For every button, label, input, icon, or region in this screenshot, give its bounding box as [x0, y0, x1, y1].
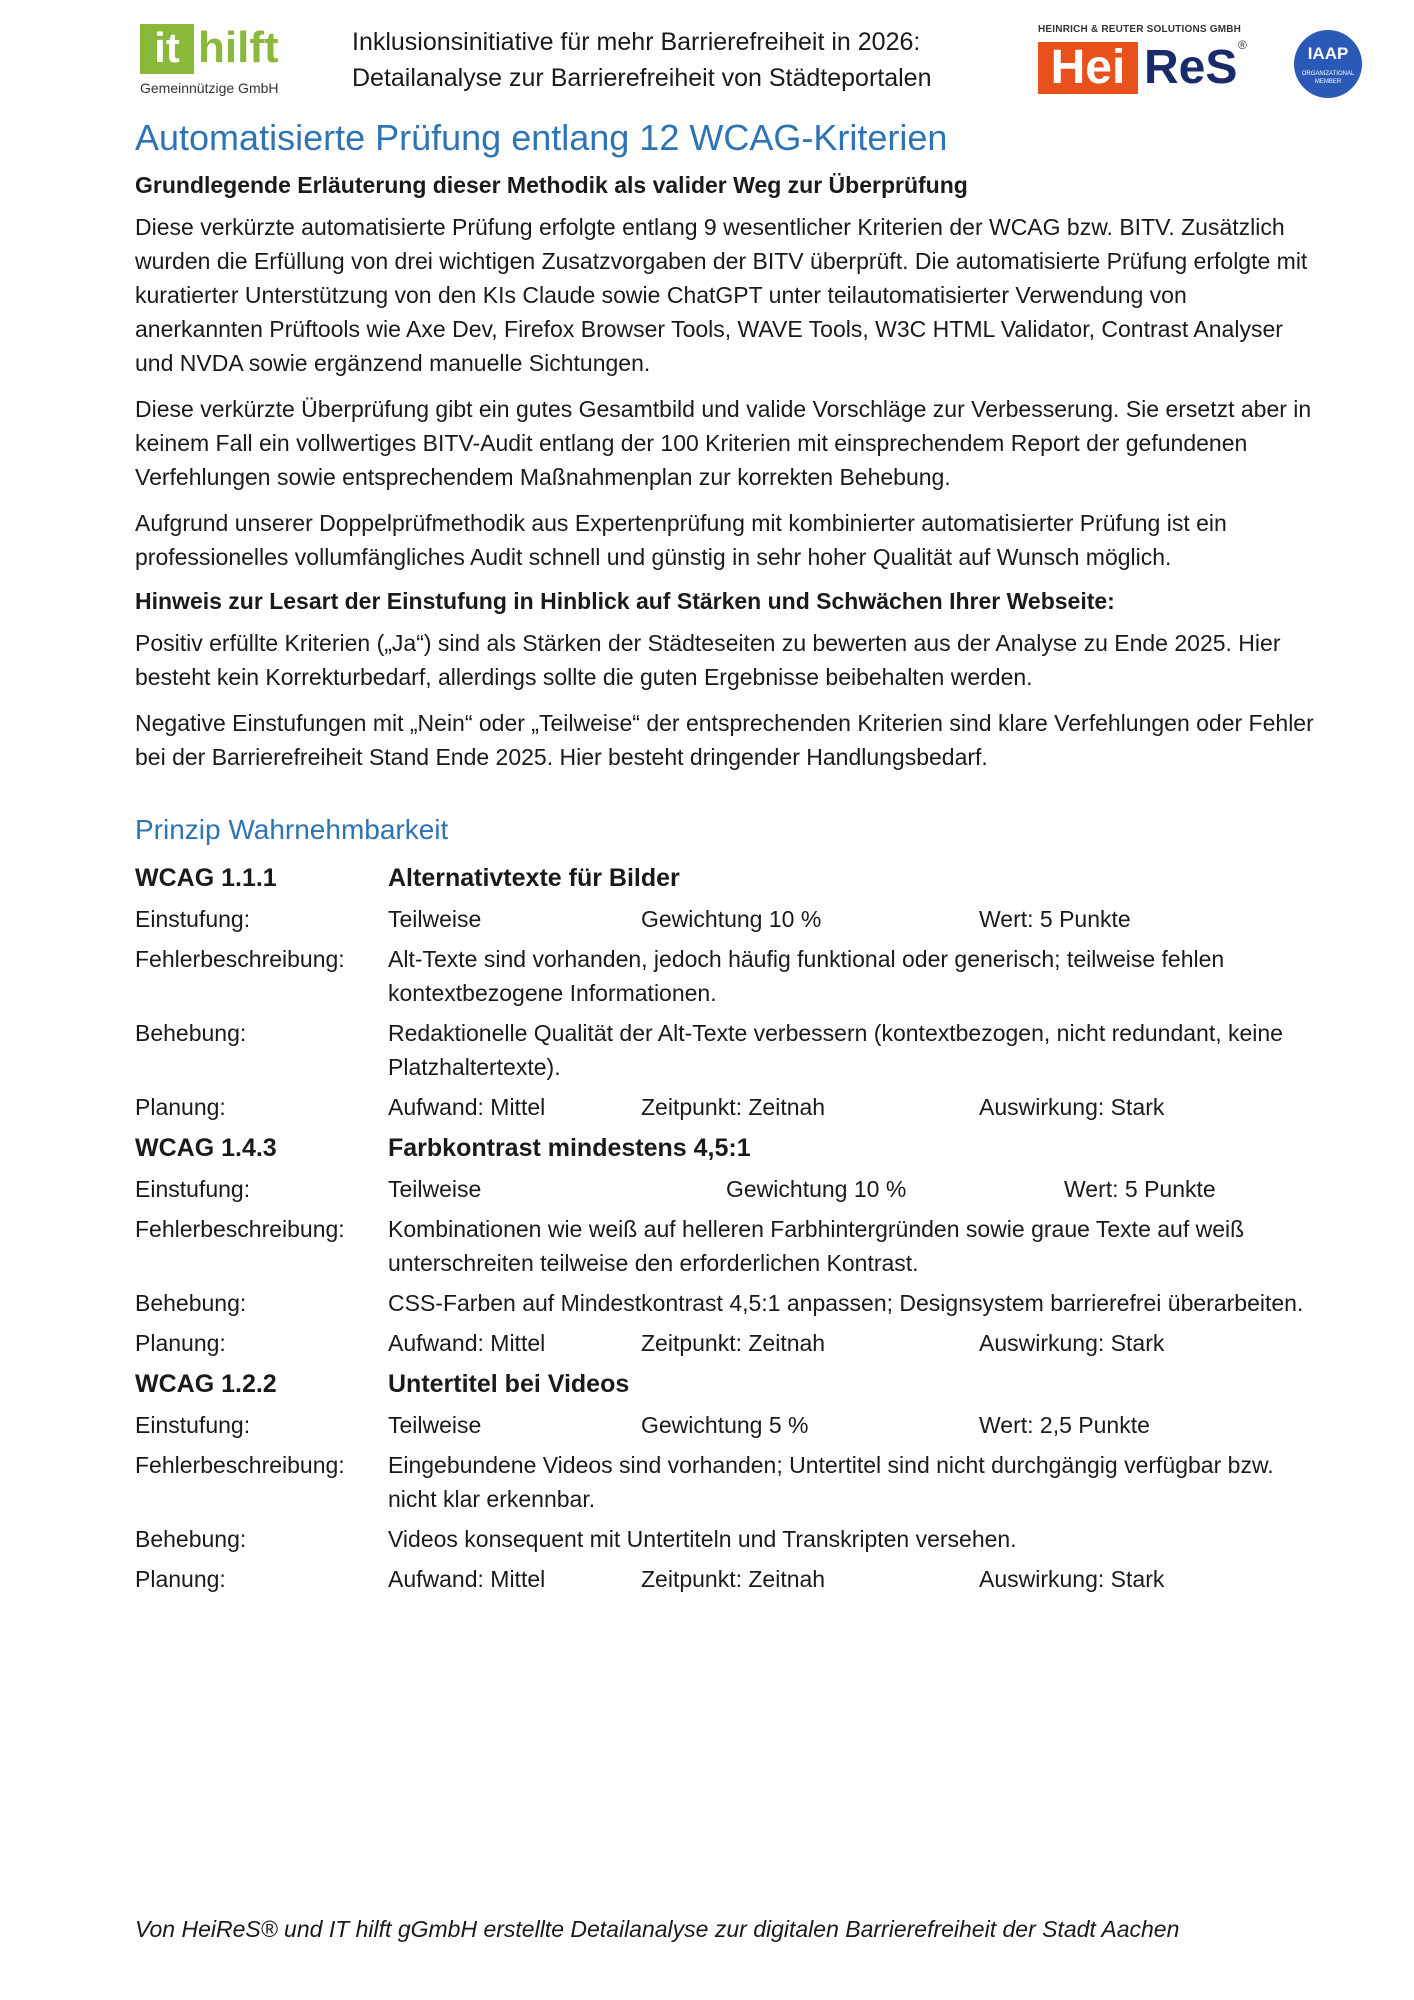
- header-title-line2: Detailanalyse zur Barrierefreiheit von Städteportalen: [352, 64, 932, 92]
- impact-value: Auswirkung: Stark: [979, 1330, 1165, 1356]
- timing-value: Zeitpunkt: Zeitnah: [641, 1330, 826, 1356]
- criterion-header: [135, 1366, 1315, 1402]
- timing-value: Zeitpunkt: Zeitnah: [641, 1094, 826, 1120]
- note-heading: Hinweis zur Lesart der Einstufung in Hinblick auf Stärken und Schwächen Ihrer Webseite:: [135, 588, 1115, 614]
- description-row: [135, 942, 1315, 1010]
- fix-label: Behebung:: [135, 1020, 247, 1046]
- points-value: Wert: 2,5 Punkte: [979, 1412, 1150, 1438]
- section-heading: Prinzip Wahrnehmbarkeit: [135, 814, 449, 845]
- rating-label: Einstufung:: [135, 1412, 251, 1438]
- iaap-badge-subtitle: ORGANIZATIONAL MEMBER: [1301, 71, 1355, 85]
- rating-row: [135, 902, 1315, 936]
- impact-value: Auswirkung: Stark: [979, 1094, 1165, 1120]
- rating-row: [135, 1408, 1315, 1442]
- description-text: Eingebundene Videos sind vorhanden; Untertitel sind nicht durchgängig verfügbar bzw. nicht klar erkennbar.: [388, 1452, 1274, 1512]
- fix-row: [135, 1286, 1315, 1320]
- effort-value: Aufwand: Mittel: [388, 1094, 546, 1120]
- ithilft-logo-mark: it: [140, 24, 194, 74]
- rating-value: Teilweise: [388, 1412, 482, 1438]
- description-row: [135, 1212, 1315, 1280]
- heires-logo-text: ReS: [1144, 41, 1238, 94]
- intro-paragraph-1: Diese verkürzte automatisierte Prüfung erfolgte entlang 9 wesentlicher Kriterien der WCAG bzw. BITV. Zusätzlich wurden die Erfüllung von drei wichtigen Zusatzvorgaben der BITV überprüft. Die automatisierte Prüfung erfolgte mit kuratierter Unterstützung von den KIs Claude sowie ChatGPT unter teilautomatisierter Verwendung von anerkannten Prüftools wie Axe Dev, Firefox Browser Tools, WAVE Tools, W3C HTML Validator, Contrast Analyser und NVDA sowie ergänzend manuelle Sichtungen.: [135, 214, 1308, 376]
- intro-paragraph-2: Diese verkürzte Überprüfung gibt ein gutes Gesamtbild und valide Vorschläge zur Verbesserung. Sie ersetzt aber in keinem Fall ein vollwertiges BITV-Audit entlang der 100 Kriterien mit einsprechendem Report der gefundenen Verfehlungen sowie entsprechendem Maßnahmenplan zur korrekten Behebung.: [135, 396, 1312, 490]
- ithilft-logo-subtitle: Gemeinnützige GmbH: [140, 80, 279, 96]
- page-footer: Von HeiReS® und IT hilft gGmbH erstellte Detailanalyse zur digitalen Barrierefreiheit der Stadt Aachen: [135, 1916, 1180, 1942]
- timing-value: Zeitpunkt: Zeitnah: [641, 1566, 826, 1592]
- page-title: Automatisierte Prüfung entlang 12 WCAG-Kriterien: [135, 117, 948, 158]
- criterion-code: WCAG 1.1.1: [135, 864, 277, 892]
- weight-value: Gewichtung 10 %: [726, 1176, 907, 1202]
- criterion-code: WCAG 1.2.2: [135, 1370, 277, 1398]
- planning-row: [135, 1326, 1315, 1360]
- criterion-header: [135, 1130, 1315, 1166]
- header-title-line1: Inklusionsinitiative für mehr Barrierefreiheit in 2026:: [352, 28, 921, 56]
- heires-registered-mark: ®: [1238, 38, 1247, 52]
- planning-label: Planung:: [135, 1094, 226, 1120]
- criterion-name: Farbkontrast mindestens 4,5:1: [388, 1134, 751, 1162]
- description-text: Alt-Texte sind vorhanden, jedoch häufig funktional oder generisch; teilweise fehlen kontextbezogene Informationen.: [388, 946, 1225, 1006]
- fix-text: Videos konsequent mit Untertiteln und Transkripten versehen.: [388, 1526, 1017, 1552]
- weight-value: Gewichtung 5 %: [641, 1412, 809, 1438]
- fix-label: Behebung:: [135, 1526, 247, 1552]
- rating-row: [135, 1172, 1315, 1206]
- criterion-name: Alternativtexte für Bilder: [388, 864, 680, 892]
- description-label: Fehlerbeschreibung:: [135, 1216, 345, 1242]
- description-label: Fehlerbeschreibung:: [135, 1452, 345, 1478]
- intro-heading: Grundlegende Erläuterung dieser Methodik als valider Weg zur Überprüfung: [135, 172, 968, 198]
- rating-label: Einstufung:: [135, 1176, 251, 1202]
- effort-value: Aufwand: Mittel: [388, 1330, 546, 1356]
- criterion-code: WCAG 1.4.3: [135, 1134, 277, 1162]
- fix-row: [135, 1016, 1315, 1084]
- criterion-name: Untertitel bei Videos: [388, 1370, 630, 1398]
- planning-row: [135, 1090, 1315, 1124]
- header-title: [352, 24, 992, 96]
- planning-label: Planung:: [135, 1330, 226, 1356]
- fix-text: Redaktionelle Qualität der Alt-Texte verbessern (kontextbezogen, nicht redundant, keine Platzhaltertexte).: [388, 1020, 1283, 1080]
- weight-value: Gewichtung 10 %: [641, 906, 822, 932]
- iaap-member-badge: [1294, 30, 1362, 98]
- heires-company-name: HEINRICH & REUTER SOLUTIONS GMBH: [1038, 24, 1242, 35]
- fix-text: CSS-Farben auf Mindestkontrast 4,5:1 anpassen; Designsystem barrierefrei überarbeiten.: [388, 1290, 1304, 1316]
- points-value: Wert: 5 Punkte: [1064, 1176, 1216, 1202]
- ithilft-logo-text: hilft: [198, 23, 279, 72]
- criterion-block: [135, 1366, 1315, 1596]
- note-paragraph-1: Positiv erfüllte Kriterien („Ja“) sind als Stärken der Städteseiten zu bewerten aus der Analyse zu Ende 2025. Hier besteht kein Korrekturbedarf, allerdings sollte die guten Ergebnisse beibehalten werden.: [135, 630, 1281, 690]
- iaap-badge-title: IAAP: [1307, 44, 1349, 63]
- description-label: Fehlerbeschreibung:: [135, 946, 345, 972]
- fix-row: [135, 1522, 1315, 1556]
- rating-label: Einstufung:: [135, 906, 251, 932]
- main-content: [135, 112, 1315, 1602]
- planning-label: Planung:: [135, 1566, 226, 1592]
- effort-value: Aufwand: Mittel: [388, 1566, 546, 1592]
- planning-row: [135, 1562, 1315, 1596]
- criterion-block: [135, 1130, 1315, 1360]
- heires-logo: [1038, 24, 1248, 100]
- points-value: Wert: 5 Punkte: [979, 906, 1131, 932]
- rating-value: Teilweise: [388, 1176, 482, 1202]
- rating-value: Teilweise: [388, 906, 482, 932]
- ithilft-logo: [140, 24, 300, 98]
- fix-label: Behebung:: [135, 1290, 247, 1316]
- description-row: [135, 1448, 1315, 1516]
- criterion-block: [135, 860, 1315, 1124]
- criterion-header: [135, 860, 1315, 896]
- impact-value: Auswirkung: Stark: [979, 1566, 1165, 1592]
- intro-paragraph-3: Aufgrund unserer Doppelprüfmethodik aus Expertenprüfung mit kombinierter automatisierter Prüfung ist ein professionelles vollumfängliches Audit schnell und günstig in sehr hoher Qualität auf Wunsch möglich.: [135, 510, 1227, 570]
- note-paragraph-2: Negative Einstufungen mit „Nein“ oder „Teilweise“ der entsprechenden Kriterien sind klare Verfehlungen oder Fehler bei der Barrierefreiheit Stand Ende 2025. Hier besteht dringender Handlungsbedarf.: [135, 710, 1314, 770]
- heires-logo-mark: Hei: [1038, 42, 1138, 94]
- description-text: Kombinationen wie weiß auf helleren Farbhintergründen sowie graue Texte auf weiß unterschreiten teilweise den erforderlichen Kontrast.: [388, 1216, 1245, 1276]
